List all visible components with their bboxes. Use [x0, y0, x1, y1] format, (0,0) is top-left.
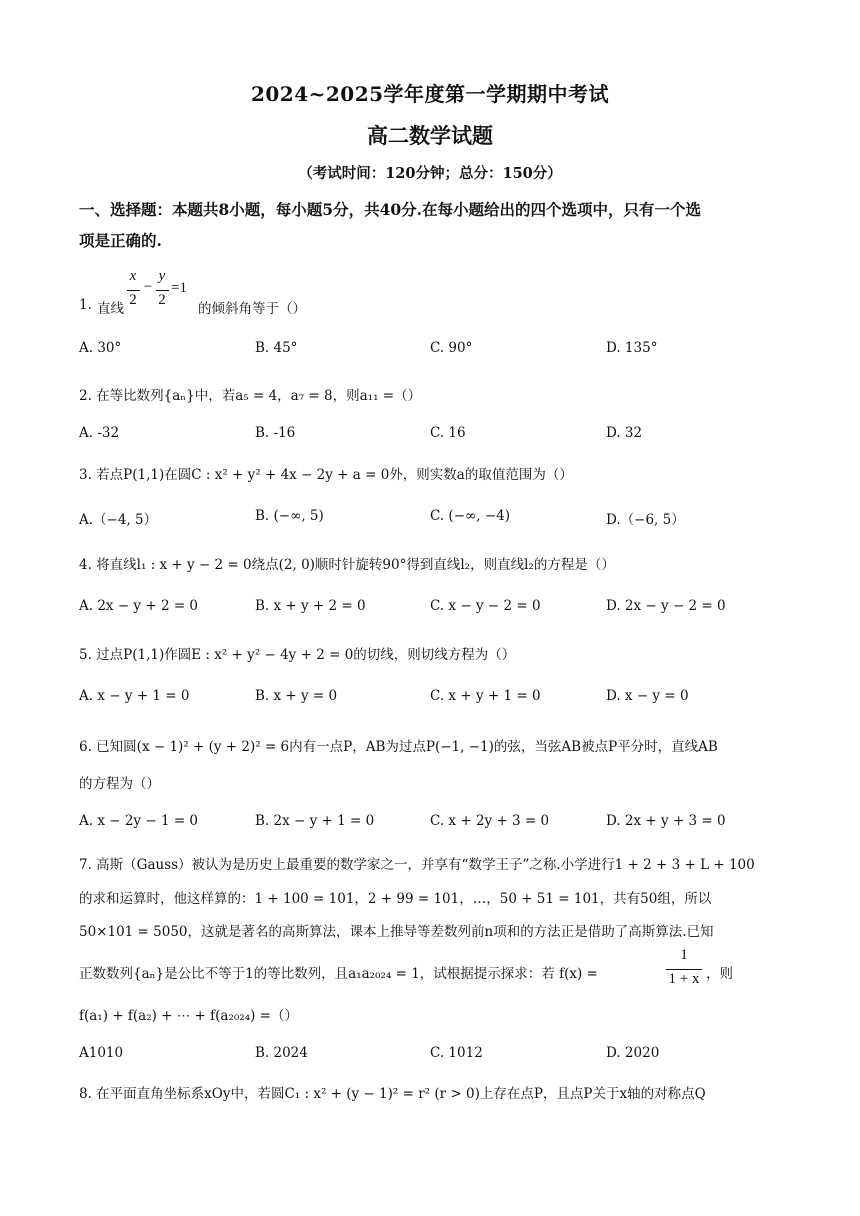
q1-option-c: C. 90° — [430, 340, 473, 356]
q1-frac1-den: 2 — [129, 292, 137, 308]
q7-option-a: A1010 — [79, 1045, 124, 1061]
q2-text: 2. 在等比数列{aₙ}中，若a₅ = 4，a₇ = 8，则a₁₁ =（） — [79, 388, 422, 404]
q5-option-c: C. x + y + 1 = 0 — [430, 688, 541, 704]
q6-option-a: A. x − 2y − 1 = 0 — [79, 813, 199, 829]
section-heading-line1: 一、选择题：本题共8小题，每小题5分，共40分.在每小题给出的四个选项中，只有一个选 — [79, 200, 702, 219]
q1-option-a: A. 30° — [79, 340, 122, 356]
q8-text: 8. 在平面直角坐标系xOy中，若圆C₁ : x² + (y − 1)² = r² (r > 0)上存在点P，且点P关于x轴的对称点Q — [79, 1086, 706, 1102]
q7-option-d: D. 2020 — [606, 1045, 660, 1061]
q1-minus: − — [143, 279, 153, 295]
q7-text-line2: 的求和运算时，他这样算的：1 + 100 = 101，2 + 99 = 101，…，50 + 51 = 101，共有50组，所以 — [79, 891, 712, 907]
q1-number: 1. — [79, 297, 92, 313]
q1-frac2-den: 2 — [158, 292, 166, 308]
q6-option-c: C. x + 2y + 3 = 0 — [430, 813, 550, 829]
q7-option-c: C. 1012 — [430, 1045, 483, 1061]
q4-option-c: C. x − y − 2 = 0 — [430, 598, 541, 614]
exam-title: 2024~2025学年度第一学期期中考试 — [250, 82, 610, 106]
q3-option-a: A.（−4, 5） — [79, 512, 158, 528]
q4-text: 4. 将直线l₁ : x + y − 2 = 0绕点(2, 0)顺时针旋转90°得到直线l₂，则直线l₂的方程是（） — [79, 557, 615, 573]
q7-text-line4-end: ，则 — [706, 966, 733, 982]
q1-equals: =1 — [171, 280, 187, 296]
q7-text-line5: f(a₁) + f(a₂) + ⋯ + f(a₂₀₂₄) =（） — [79, 1008, 298, 1024]
q6-option-b: B. 2x − y + 1 = 0 — [255, 813, 375, 829]
q1-option-d: D. 135° — [606, 340, 658, 356]
q4-option-b: B. x + y + 2 = 0 — [255, 598, 366, 614]
q1-frac1-bar — [127, 290, 140, 291]
q3-option-b: B. (−∞, 5) — [255, 508, 324, 524]
q2-option-b: B. -16 — [255, 425, 296, 441]
q1-frac1-num: x — [129, 268, 137, 284]
q1-option-b: B. 45° — [255, 340, 298, 356]
q1-suffix: 的倾斜角等于（） — [198, 301, 306, 317]
q3-option-d: D.（−6, 5） — [606, 512, 685, 528]
exam-subtitle: 高二数学试题 — [367, 123, 493, 148]
q1-prefix: 直线 — [97, 301, 124, 317]
q6-text-line1: 6. 已知圆(x − 1)² + (y + 2)² = 6内有一点P，AB为过点P(−1, −1)的弦，当弦AB被点P平分时，直线AB — [79, 739, 718, 755]
q7-option-b: B. 2024 — [255, 1045, 308, 1061]
q3-option-c: C. (−∞, −4) — [430, 508, 511, 524]
q4-option-a: A. 2x − y + 2 = 0 — [79, 598, 199, 614]
q6-text-line2: 的方程为（） — [79, 776, 160, 792]
q7-text-line3: 50×101 = 5050，这就是著名的高斯算法，课本上推导等差数列前n项和的方法正是借助了高斯算法.已知 — [79, 924, 714, 940]
q3-text: 3. 若点P(1,1)在圆C : x² + y² + 4x − 2y + a = 0外，则实数a的取值范围为（） — [79, 467, 573, 483]
q7-text-line4: 正数数列{aₙ}是公比不等于1的等比数列，且a₁a₂₀₂₄ = 1，试根据提示探求：若 f(x) = — [79, 966, 598, 982]
q6-option-d: D. 2x + y + 3 = 0 — [606, 813, 726, 829]
q1-frac2-bar — [156, 290, 169, 291]
q5-text: 5. 过点P(1,1)作圆E : x² + y² − 4y + 2 = 0的切线，则切线方程为（） — [79, 647, 516, 663]
q2-option-a: A. -32 — [79, 425, 120, 441]
q7-frac-num: 1 — [680, 947, 688, 963]
section-heading-line2: 项是正确的. — [79, 231, 162, 250]
q5-option-a: A. x − y + 1 = 0 — [79, 688, 190, 704]
q2-option-d: D. 32 — [606, 425, 643, 441]
exam-info: （考试时间：120分钟；总分：150分） — [298, 165, 562, 182]
q1-frac2-num: y — [158, 268, 166, 284]
q7-frac-den: 1 + x — [668, 971, 700, 987]
q4-option-d: D. 2x − y − 2 = 0 — [606, 598, 726, 614]
q5-option-d: D. x − y = 0 — [606, 688, 689, 704]
q7-text-line1: 7. 高斯（Gauss）被认为是历史上最重要的数学家之一，并享有“数学王子”之称.小学进行1 + 2 + 3 + L + 100 — [79, 857, 755, 873]
q7-frac-bar — [666, 969, 702, 970]
q2-option-c: C. 16 — [430, 425, 466, 441]
q5-option-b: B. x + y = 0 — [255, 688, 338, 704]
